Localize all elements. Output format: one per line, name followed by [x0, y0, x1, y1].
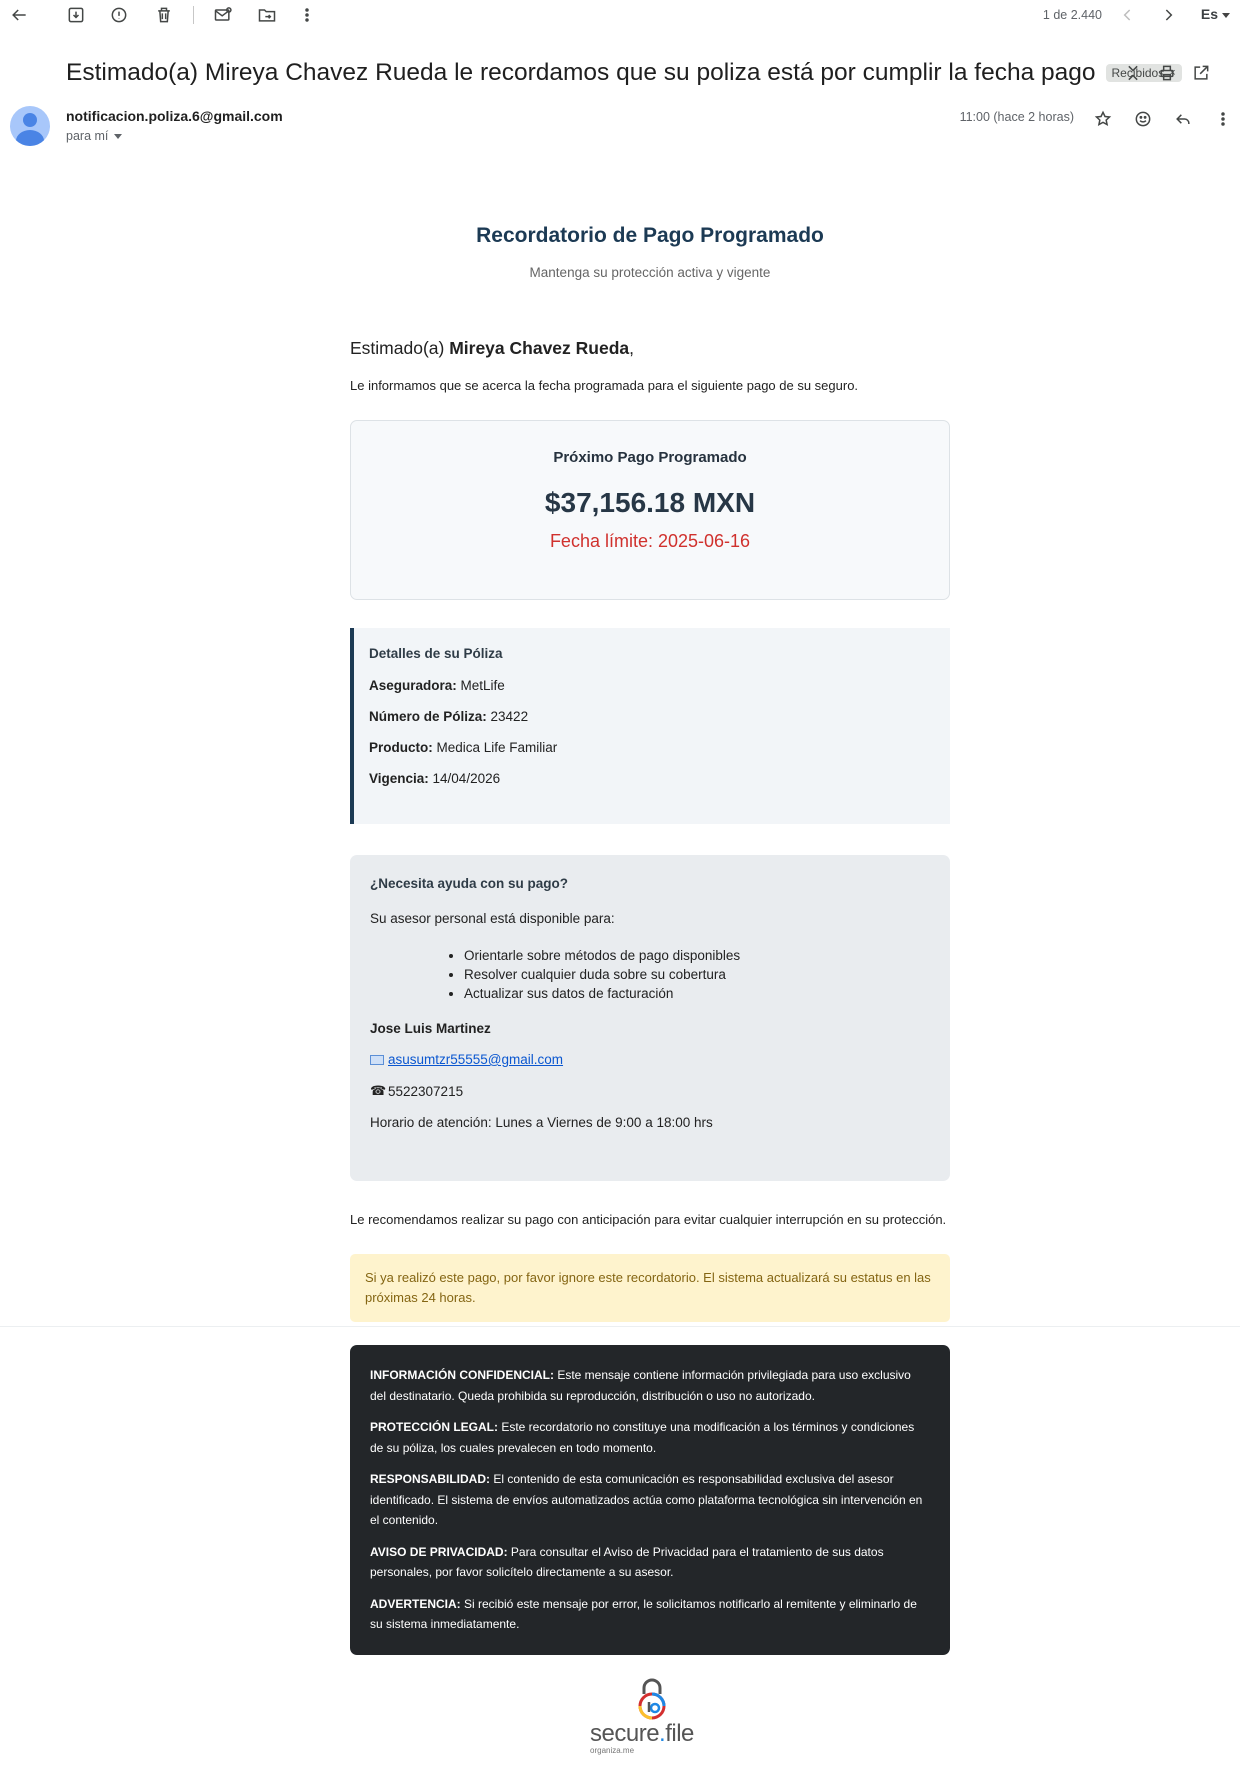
message-counter: 1 de 2.440 [1042, 8, 1102, 22]
policy-insurer [369, 678, 950, 693]
legal-text: Este mensaje contiene información privilegiada para uso exclusivo del destinatario. Queda prohibida su reproducción, distribución o uso no autorizado. [370, 1368, 911, 1403]
back-arrow-icon[interactable] [6, 2, 32, 28]
remove-label-icon[interactable]: × [1169, 67, 1176, 79]
customer-name: Mireya Chavez Rueda [449, 338, 630, 358]
policy-number [369, 709, 950, 724]
policy-product [369, 740, 950, 755]
email-subtitle: Mantenga su protección activa y vigente [529, 265, 771, 280]
greeting-prefix: Estimado(a) [350, 338, 450, 358]
envelope-icon [370, 1055, 384, 1065]
payment-amount: $37,156.18 MXN [544, 487, 756, 518]
detail-label: Vigencia: [369, 771, 429, 786]
legal-label: AVISO DE PRIVACIDAD: [370, 1544, 508, 1559]
email-subject: Estimado(a) Mireya Chavez Rueda le recordamos que su poliza está por cumplir la fecha pago [66, 59, 1096, 86]
recommendation-text: Le recomendamos realizar su pago con anticipación para evitar cualquier interrupción en su protección. [350, 1212, 947, 1227]
input-language-selector[interactable] [1201, 6, 1230, 22]
input-language-label: Es [1200, 6, 1218, 22]
legal-privacy [370, 1542, 930, 1583]
recipient-label: para mí [66, 129, 109, 143]
already-paid-notice: Si ya realizó este pago, por favor ignore este recordatorio. El sistema actualizará su estatus en las próximas 24 horas. [350, 1254, 950, 1322]
intro-text: Le informamos que se acerca la fecha programada para el siguiente pago de su seguro. [350, 378, 859, 393]
legal-text: Para consultar el Aviso de Privacidad para el tratamiento de sus datos personales, por favor solicítelo directamente a su asesor. [370, 1544, 884, 1579]
legal-text: Este recordatorio no constituye una modificación a los términos y condiciones de su póliza, los cuales prevalecen en todo momento. [370, 1420, 915, 1455]
legal-text: El contenido de esta comunicación es responsabilidad exclusiva del asesor identificado. El sistema de envíos automatizados actúa como plataforma tecnológica sin intervención en el contenido. [370, 1472, 923, 1527]
list-item: • Orientarle sobre métodos de pago disponibles [464, 948, 930, 963]
advisor-email-row [370, 1052, 930, 1067]
subject-actions [1120, 58, 1240, 88]
message-toolbar [0, 0, 1240, 30]
padlock-logo-icon [632, 1678, 672, 1722]
secure-file-logo [590, 1678, 710, 1758]
star-icon[interactable] [1090, 106, 1116, 132]
legal-protection [370, 1417, 930, 1458]
detail-value: 14/04/2026 [428, 771, 501, 786]
phone-icon: ☎ [370, 1083, 387, 1098]
message-timestamp: 11:00 (hace 2 horas) [959, 110, 1074, 124]
help-list [370, 948, 930, 1001]
email-title: Recordatorio de Pago Programado [476, 224, 824, 247]
collapse-all-icon[interactable] [1120, 60, 1146, 86]
subject-row [66, 55, 1182, 91]
archive-icon[interactable] [63, 2, 89, 28]
greeting-suffix: , [629, 338, 635, 358]
list-item: • Actualizar sus datos de facturación [464, 986, 930, 1001]
legal-label: INFORMACIÓN CONFIDENCIAL: [370, 1368, 554, 1382]
detail-label: Número de Póliza: [369, 709, 487, 724]
policy-details-title: Detalles de su Póliza [369, 646, 503, 661]
caret-down-icon [114, 134, 122, 139]
legal-confidential [370, 1365, 930, 1406]
more-vert-icon[interactable] [294, 2, 320, 28]
legal-label: ADVERTENCIA: [370, 1596, 461, 1611]
mark-unread-icon[interactable] [210, 2, 236, 28]
greeting [350, 338, 950, 359]
help-title: ¿Necesita ayuda con su pago? [370, 876, 569, 891]
move-to-icon[interactable] [254, 2, 280, 28]
detail-value: Medica Life Familiar [432, 740, 558, 755]
section-divider [0, 1326, 1240, 1327]
detail-value: 23422 [486, 709, 529, 724]
detail-label: Producto: [369, 740, 433, 755]
report-spam-icon[interactable] [106, 2, 132, 28]
policy-validity [369, 771, 950, 786]
logo-wordmark: secure.file [590, 1720, 694, 1747]
policy-details [350, 628, 950, 824]
payment-card [350, 420, 950, 600]
reply-icon[interactable] [1170, 106, 1196, 132]
more-vert-icon[interactable] [1210, 106, 1236, 132]
advisor-name: Jose Luis Martinez [370, 1021, 491, 1036]
emoji-reaction-icon[interactable] [1130, 106, 1156, 132]
advisor-email-link[interactable]: asusumtzr55555@gmail.com [388, 1052, 564, 1067]
sender-email[interactable]: notificacion.poliza.6@gmail.com [66, 108, 283, 124]
label-chip-text: Recibidos [1111, 66, 1165, 80]
advisor-hours: Horario de atención: Lunes a Viernes de 9:00 a 18:00 hrs [370, 1115, 713, 1130]
legal-responsibility [370, 1469, 930, 1531]
detail-value: MetLife [456, 678, 505, 693]
newer-chevron-icon[interactable] [1115, 2, 1141, 28]
older-chevron-icon[interactable] [1155, 2, 1181, 28]
open-new-window-icon[interactable] [1188, 60, 1214, 86]
print-icon[interactable] [1154, 60, 1180, 86]
advisor-phone-row [370, 1083, 930, 1099]
toolbar-divider [193, 6, 194, 24]
recipient-details-toggle[interactable] [66, 129, 122, 143]
caret-down-icon [1222, 13, 1230, 18]
sender-avatar[interactable] [10, 106, 50, 146]
legal-label: RESPONSABILIDAD: [370, 1472, 491, 1486]
detail-label: Aseguradora: [369, 678, 457, 693]
logo-tagline: organiza.me [590, 1746, 635, 1755]
advisor-phone: 5522307215 [388, 1083, 464, 1099]
delete-icon[interactable] [151, 2, 177, 28]
legal-warning [370, 1594, 930, 1635]
message-actions [1090, 104, 1240, 134]
legal-label: PROTECCIÓN LEGAL: [370, 1420, 498, 1434]
payment-label: Próximo Pago Programado [553, 449, 747, 466]
list-item: • Resolver cualquier duda sobre su cobertura [464, 967, 930, 982]
help-box [350, 855, 950, 1181]
help-lead: Su asesor personal está disponible para: [370, 911, 615, 926]
legal-text: Si recibió este mensaje por error, le solicitamos notificarlo al remitente y eliminarlo de su sistema inmediatamente. [370, 1596, 917, 1631]
legal-disclaimer [350, 1345, 950, 1655]
payment-due-date: Fecha límite: 2025-06-16 [549, 531, 751, 551]
